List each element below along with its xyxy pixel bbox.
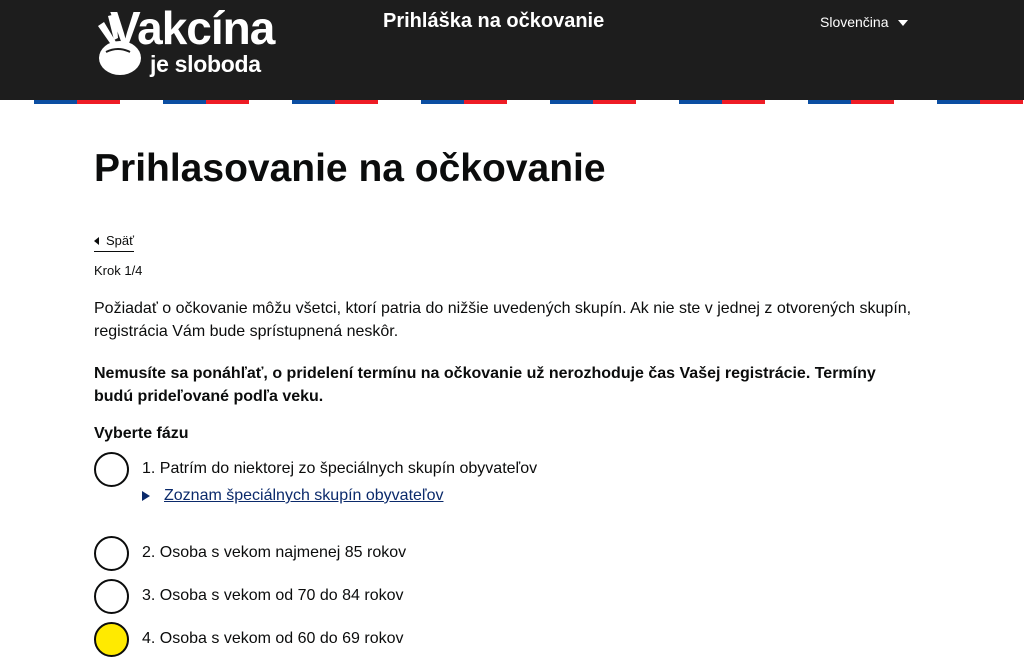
disclosure-triangle-icon — [142, 491, 150, 501]
radio-label: 3. Osoba s vekom od 70 do 84 rokov — [142, 587, 404, 604]
phase-legend: Vyberte fázu — [94, 425, 189, 442]
language-selector[interactable]: Slovenčina — [820, 14, 889, 30]
radio-button[interactable] — [94, 536, 129, 571]
page-title: Prihlasovanie na očkovanie — [94, 147, 606, 190]
vakcina-logo[interactable] — [96, 4, 306, 80]
back-link[interactable] — [94, 233, 134, 252]
flag-stripe-divider — [0, 100, 1024, 104]
header-title: Prihláška na očkovanie — [383, 10, 605, 32]
step-indicator: Krok 1/4 — [94, 263, 143, 278]
caret-down-icon[interactable] — [898, 20, 908, 26]
radio-button[interactable] — [94, 579, 129, 614]
radio-label: 1. Patrím do niektorej zo špeciálnych skupín obyvateľov — [142, 460, 538, 477]
radio-button[interactable] — [94, 452, 129, 487]
back-link-label: Späť — [106, 233, 135, 248]
logo-wordmark: Vakcína — [110, 2, 275, 54]
special-groups-link[interactable]: Zoznam špeciálnych skupín obyvateľov — [164, 487, 444, 504]
back-arrow-icon — [94, 237, 99, 245]
logo-tagline: je sloboda — [150, 51, 261, 77]
radio-label: 4. Osoba s vekom od 60 do 69 rokov — [142, 630, 404, 647]
notice-text: Nemusíte sa ponáhľať, o pridelení termínu na očkovanie už nerozhoduje čas Vašej registrácie. Termíny budú prideľované podľa veku. — [94, 365, 876, 405]
site-header — [0, 0, 1024, 100]
radio-button[interactable] — [94, 622, 129, 657]
radio-label: 2. Osoba s vekom najmenej 85 rokov — [142, 544, 407, 561]
intro-text: Požiadať o očkovanie môžu všetci, ktorí patria do nižšie uvedených skupín. Ak nie ste v jednej z otvorených skupín, registrácia Vám bude sprístupnená neskôr. — [94, 300, 912, 340]
